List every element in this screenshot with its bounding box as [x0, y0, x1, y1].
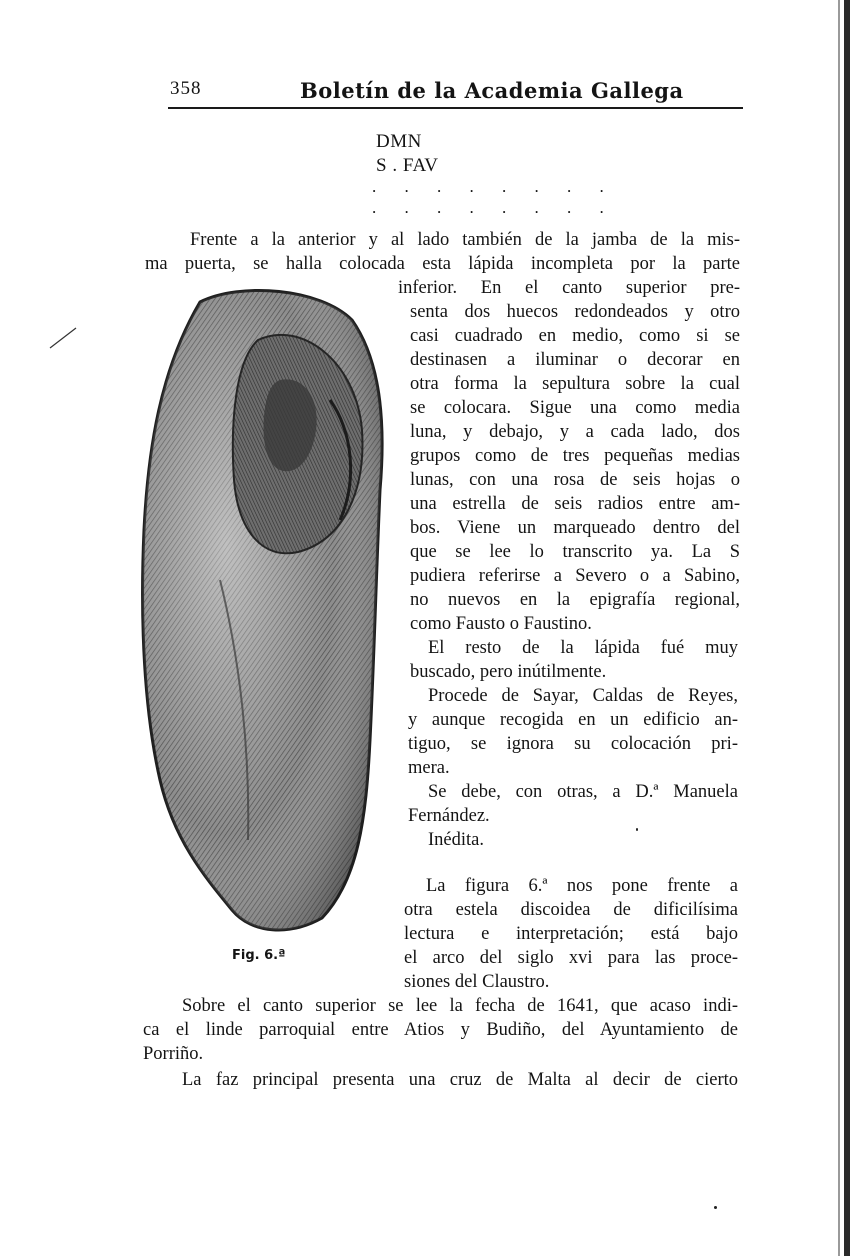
- stele-illustration: [130, 280, 390, 940]
- margin-mark: [48, 326, 78, 350]
- body-line: ma puerta, se halla colocada esta lápida incompleta por la parte: [145, 254, 740, 274]
- inscription-line-2: S . FAV: [376, 155, 439, 176]
- body-line: Procede de Sayar, Caldas de Reyes,: [428, 686, 738, 706]
- header-rule: [168, 107, 743, 109]
- inscription-line-1: DMN: [376, 131, 422, 152]
- body-line: casi cuadrado en medio, como si se: [410, 326, 740, 346]
- running-head-title: Boletín de la Academia Gallega: [300, 78, 684, 103]
- inscription-block: [376, 130, 438, 178]
- body-line: Se debe, con otras, a D.ª Manuela: [428, 782, 738, 802]
- body-line: pudiera referirse a Severo o a Sabino,: [410, 566, 740, 586]
- body-line: La figura 6.ª nos pone frente a: [426, 876, 738, 896]
- body-line: bos. Viene un marqueado dentro del: [410, 518, 740, 538]
- scan-speck: [714, 1206, 717, 1209]
- figure-caption: Fig. 6.ª: [232, 948, 286, 963]
- body-line: lectura e interpretación; está bajo: [404, 924, 738, 944]
- body-line: La faz principal presenta una cruz de Malta al decir de cierto: [182, 1070, 738, 1090]
- body-line: El resto de la lápida fué muy: [428, 638, 738, 658]
- body-line: Porriño.: [143, 1044, 204, 1064]
- page-number: 358: [170, 78, 202, 99]
- body-line: otra forma la sepultura sobre la cual: [410, 374, 740, 394]
- body-line: Sobre el canto superior se lee la fecha de 1641, que acaso indi-: [182, 996, 738, 1016]
- inscription-dots-2: . . . . . . . .: [372, 198, 616, 217]
- body-line: luna, y debajo, y a cada lado, dos: [410, 422, 740, 442]
- body-line: se colocara. Sigue una como media: [410, 398, 740, 418]
- body-line: Frente a la anterior y al lado también de la jamba de la mis-: [190, 230, 740, 250]
- body-line: que se lee lo transcrito ya. La S: [410, 542, 740, 562]
- body-line: inferior. En el canto superior pre-: [398, 278, 740, 298]
- body-line: tiguo, se ignora su colocación pri-: [408, 734, 738, 754]
- inscription-dots-1: . . . . . . . .: [372, 177, 616, 196]
- body-line: destinasen a iluminar o decorar en: [410, 350, 740, 370]
- body-line: Inédita.: [428, 830, 484, 850]
- body-line: Fernández.: [408, 806, 490, 826]
- body-line: otra estela discoidea de dificilísima: [404, 900, 738, 920]
- scan-edge-shadow: [836, 0, 850, 1256]
- body-line: como Fausto o Faustino.: [410, 614, 592, 634]
- body-line: el arco del siglo xvi para las proce-: [404, 948, 738, 968]
- body-line: grupos como de tres pequeñas medias: [410, 446, 740, 466]
- body-line: senta dos huecos redondeados y otro: [410, 302, 740, 322]
- body-line: una estrella de seis radios entre am-: [410, 494, 740, 514]
- body-line: siones del Claustro.: [404, 972, 550, 992]
- body-line: ca el linde parroquial entre Atios y Budiño, del Ayuntamiento de: [143, 1020, 738, 1040]
- body-line: no nuevos en la epigrafía regional,: [410, 590, 740, 610]
- body-line: y aunque recogida en un edificio an-: [408, 710, 738, 730]
- body-line: mera.: [408, 758, 450, 778]
- body-line: lunas, con una rosa de seis hojas o: [410, 470, 740, 490]
- scan-speck: [636, 828, 638, 831]
- body-line: buscado, pero inútilmente.: [410, 662, 607, 682]
